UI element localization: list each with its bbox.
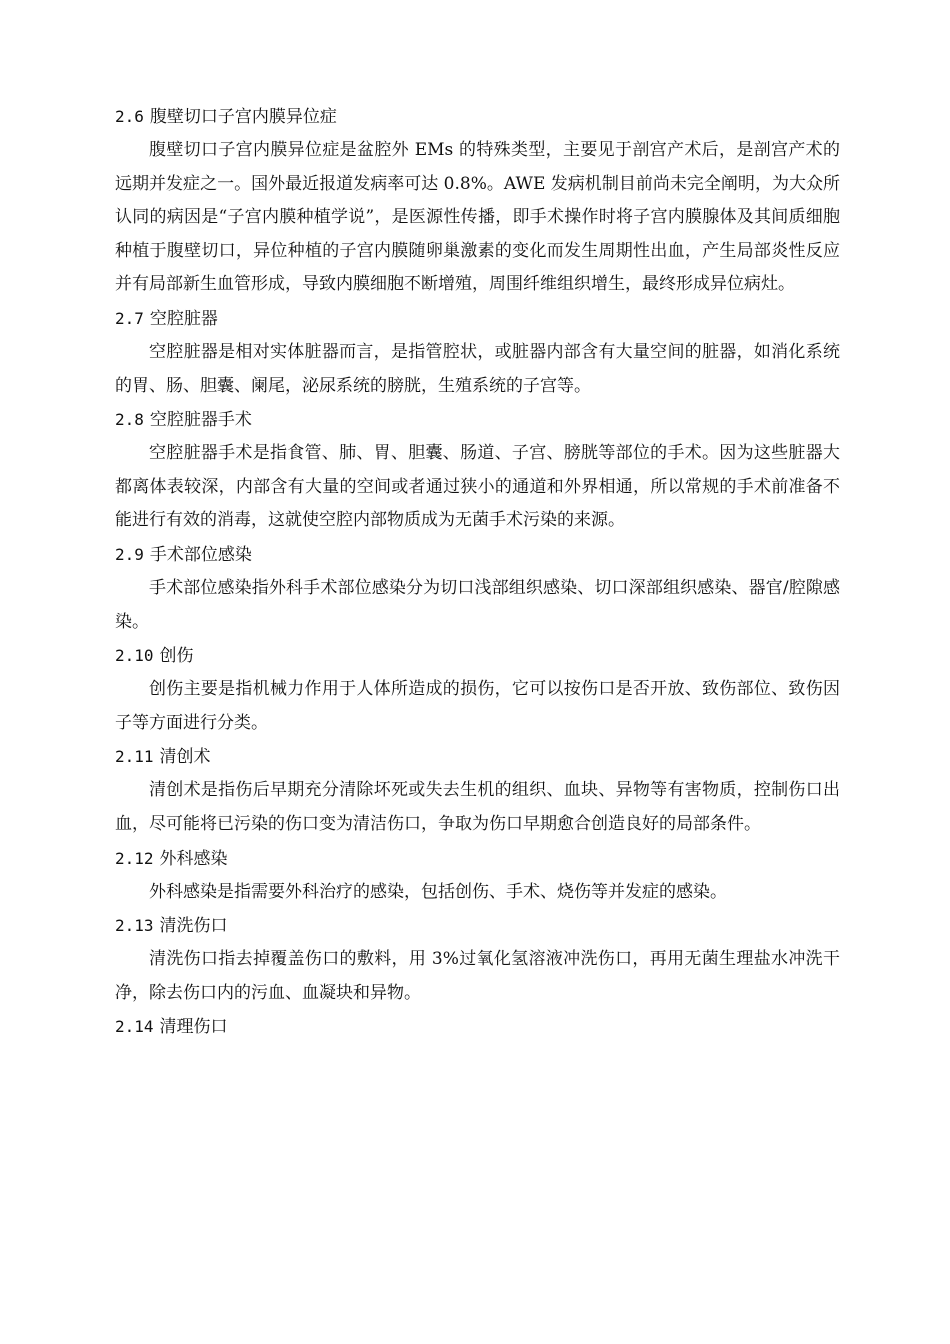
section-number: 2.7: [115, 308, 144, 328]
section-title: 空腔脏器: [149, 308, 218, 329]
section-number: 2.8: [115, 410, 144, 430]
section-title: 手术部位感染: [149, 544, 252, 565]
section-body-2-6: 腹壁切口子宫内膜异位症是盆腔外 EMs 的特殊类型，主要见于剖宫产术后，是剖宫产术的远期并发症之一。国外最近报道发病率可达 0.8%。AWE 发病机制目前尚未完全阐明，为大众所认同的病因是“子宫内膜种植学说”，是医源性传播，即手术操作时将子宫内膜腺体及其间质细胞种植于腹壁切口，异位种植的子宫内膜随卵巢激素的变化而发生周期性出血，产生局部炎性反应并有局部新生血管形成，导致内膜细胞不断增殖，周围纤维组织增生，最终形成异位病灶。: [115, 140, 840, 295]
section-body-2-7: 空腔脏器是相对实体脏器而言，是指管腔状，或脏器内部含有大量空间的脏器，如消化系统的胃、肠、胆囊、阑尾，泌尿系统的膀胱，生殖系统的子宫等。: [115, 341, 840, 396]
section-title: 清理伤口: [159, 1017, 228, 1038]
section-title: 外科感染: [159, 848, 228, 869]
section-heading-2-9: [115, 539, 840, 571]
section-heading-2-12: [115, 843, 840, 875]
section-number: 2.10: [115, 646, 154, 666]
section-heading-2-14: [115, 1011, 840, 1043]
section-number: 2.12: [115, 848, 154, 868]
section-title: 空腔脏器手术: [149, 410, 252, 431]
section-title: 腹壁切口子宫内膜异位症: [149, 107, 337, 127]
section-title: 清洗伤口: [159, 916, 228, 937]
section-heading-2-11: [115, 741, 840, 773]
section-heading-2-8: [115, 404, 840, 436]
section-number: 2.9: [115, 544, 144, 564]
section-body-2-8: 空腔脏器手术是指食管、肺、胃、胆囊、肠道、子宫、膀胱等部位的手术。因为这些脏器大都离体表较深，内部含有大量的空间或者通过狭小的通道和外界相通，所以常规的手术前准备不能进行有效的消毒，这就使空腔内部物质成为无菌手术污染的来源。: [115, 443, 840, 531]
section-number: 2.13: [115, 916, 154, 936]
section-heading-2-10: [115, 640, 840, 672]
section-heading-2-7: [115, 303, 840, 335]
section-title: 清创术: [159, 747, 211, 768]
section-title: 创伤: [159, 646, 194, 667]
section-body-2-9: 手术部位感染指外科手术部位感染分为切口浅部组织感染、切口深部组织感染、器官/腔隙感染。: [115, 577, 840, 632]
section-body-2-11: 清创术是指伤后早期充分清除坏死或失去生机的组织、血块、异物等有害物质，控制伤口出血，尽可能将已污染的伤口变为清洁伤口，争取为伤口早期愈合创造良好的局部条件。: [115, 780, 840, 834]
section-number: 2.6: [115, 107, 144, 126]
section-number: 2.14: [115, 1017, 154, 1037]
section-heading-2-13: [115, 910, 840, 942]
section-number: 2.11: [115, 747, 154, 767]
document-content: [115, 101, 840, 1044]
section-body-2-12: 外科感染是指需要外科治疗的感染，包括创伤、手术、烧伤等并发症的感染。: [149, 881, 727, 902]
section-body-2-13: 清洗伤口指去掉覆盖伤口的敷料，用 3%过氧化氢溶液冲洗伤口，再用无菌生理盐水冲洗干净，除去伤口内的污血、血凝块和异物。: [115, 949, 840, 1003]
section-body-2-10: 创伤主要是指机械力作用于人体所造成的损伤，它可以按伤口是否开放、致伤部位、致伤因子等方面进行分类。: [115, 679, 840, 733]
section-heading-2-6: [115, 101, 840, 133]
